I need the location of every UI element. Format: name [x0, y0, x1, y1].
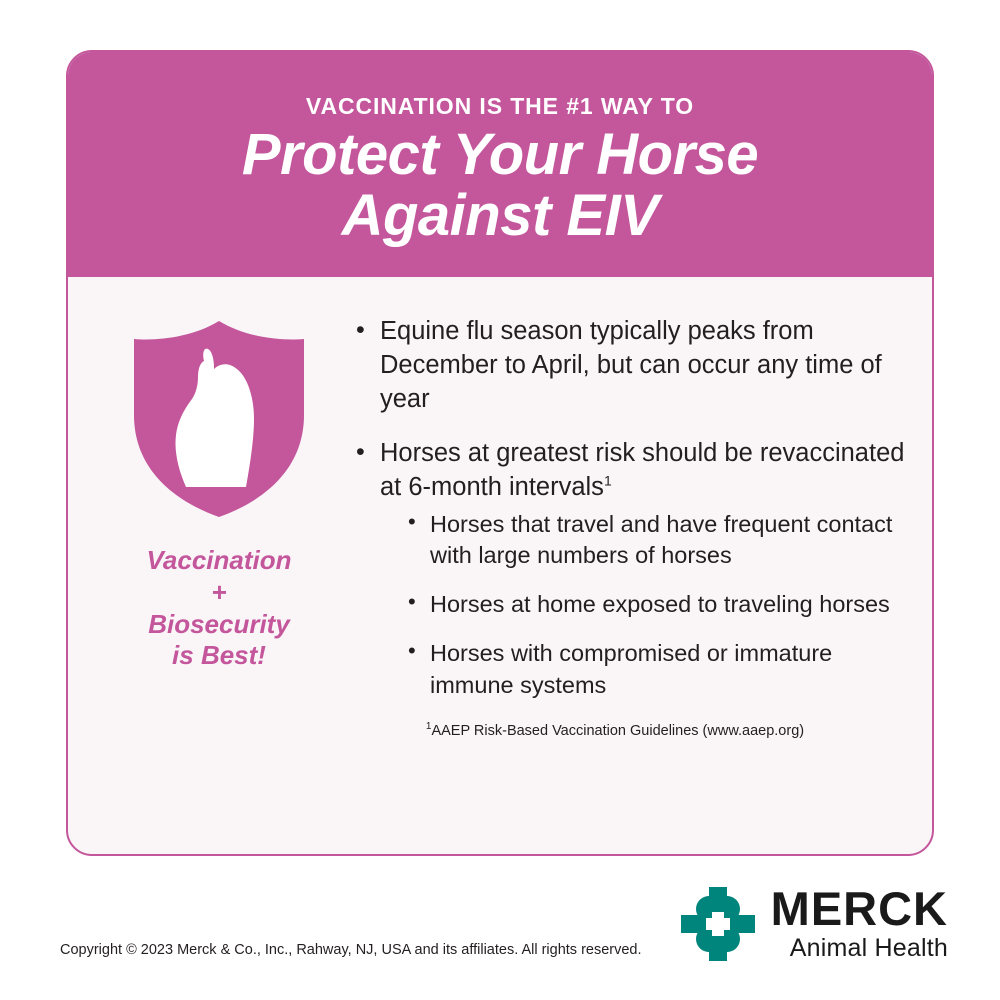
- bullet-list: [354, 315, 906, 701]
- bullet-text: Equine flu season typically peaks from December to April, but can occur any time of year: [380, 317, 882, 413]
- footnote: [354, 721, 906, 739]
- merck-animal-health-logo: [679, 881, 948, 965]
- sub-bullet-text: Horses that travel and have frequent contact with large numbers of horses: [430, 510, 893, 568]
- logo-name: MERCK: [770, 881, 948, 935]
- list-item: [354, 315, 906, 417]
- list-item: [354, 437, 906, 701]
- horse-head-shield-icon: [128, 319, 310, 519]
- headline-line-2: Against EIV: [341, 183, 659, 249]
- merck-cross-logo-icon: [679, 885, 757, 963]
- left-column: [94, 301, 344, 739]
- tagline-line-1: Vaccination: [146, 545, 292, 576]
- logo-wordmark: [770, 881, 948, 965]
- logo-subtitle: Animal Health: [789, 933, 948, 962]
- card-header: [68, 52, 932, 277]
- tagline: [147, 545, 292, 672]
- footnote-marker: 1: [603, 472, 612, 489]
- infographic-card: [66, 50, 934, 856]
- sub-bullet-group: [380, 509, 906, 701]
- sub-bullet-text: Horses at home exposed to traveling horses: [430, 591, 890, 618]
- sub-bullet-text: Horses with compromised or immature immune systems: [430, 640, 833, 698]
- list-item: [404, 509, 906, 572]
- footnote-text: AAEP Risk-Based Vaccination Guidelines (www.aaep.org): [431, 722, 805, 739]
- headline-line-1: Protect Your Horse: [241, 122, 759, 188]
- header-kicker: VACCINATION IS THE #1 WAY TO: [305, 93, 695, 119]
- list-item: [404, 589, 906, 620]
- tagline-plus: +: [211, 576, 227, 607]
- tagline-line-2: Biosecurity: [148, 608, 290, 639]
- right-column: [344, 301, 906, 739]
- tagline-line-3: is Best!: [172, 640, 266, 671]
- bullet-text: Horses at greatest risk should be revaccinated at 6-month intervals: [380, 438, 905, 501]
- copyright-text: Copyright © 2023 Merck & Co., Inc., Rahway, NJ, USA and its affiliates. All rights reserved.: [60, 942, 642, 958]
- page-title: [108, 122, 892, 249]
- sub-bullet-list: [404, 509, 906, 701]
- footnote-number: 1: [425, 720, 432, 732]
- card-body: [68, 277, 932, 739]
- list-item: [404, 638, 906, 701]
